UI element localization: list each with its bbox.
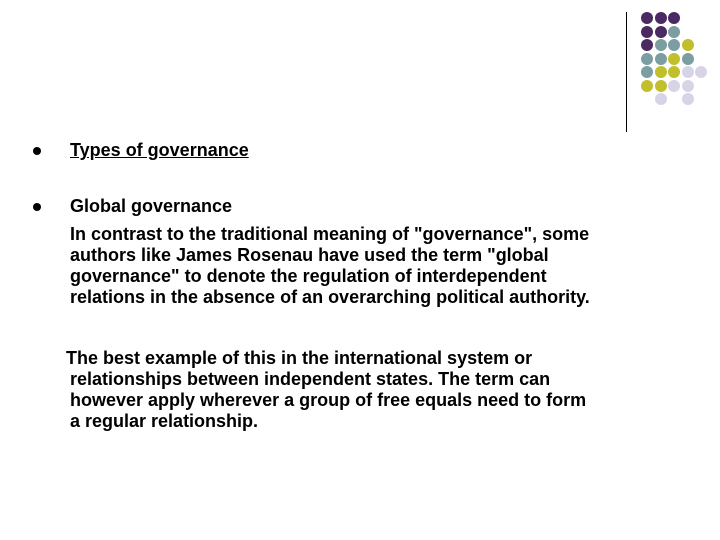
decorative-dot (641, 26, 653, 38)
paragraph-line: a regular relationship. (70, 411, 259, 431)
bullet-icon (33, 147, 41, 155)
decorative-dot (655, 93, 667, 105)
decorative-dot (655, 53, 667, 65)
decorative-dot (668, 53, 680, 65)
decorative-dot (641, 12, 653, 24)
decorative-dot (641, 53, 653, 65)
decorative-dot (682, 93, 694, 105)
decorative-dot (655, 12, 667, 24)
decorative-dot (641, 39, 653, 51)
decorative-dot (682, 80, 694, 92)
example-paragraph (66, 348, 700, 432)
paragraph-line: relationships between independent states. The term can (70, 369, 551, 389)
decorative-dot (641, 80, 653, 92)
decorative-dot (695, 66, 707, 78)
decorative-dot (655, 26, 667, 38)
bullet-icon (33, 203, 41, 211)
bullet-title: Global governance (70, 196, 233, 216)
decorative-divider-line (626, 12, 627, 132)
paragraph-line: however apply wherever a group of free equals need to form (70, 390, 587, 410)
decorative-dot (655, 66, 667, 78)
decorative-dot (655, 80, 667, 92)
section-heading: Types of governance (70, 140, 249, 160)
decorative-dot (668, 12, 680, 24)
body-line: relations in the absence of an overarching political authority. (70, 287, 590, 307)
decorative-dot (655, 39, 667, 51)
bullet-body (70, 224, 700, 308)
decorative-dot (668, 80, 680, 92)
decorative-dot (682, 39, 694, 51)
decorative-dot (682, 66, 694, 78)
decorative-dot (668, 39, 680, 51)
body-line: governance" to denote the regulation of interdependent (70, 266, 547, 286)
decorative-dot (668, 66, 680, 78)
decorative-dot (668, 26, 680, 38)
paragraph-line: The best example of this in the international system or (66, 348, 533, 368)
body-line: authors like James Rosenau have used the term "global (70, 245, 549, 265)
body-line: In contrast to the traditional meaning of "governance", some (70, 224, 590, 244)
decorative-dot (682, 53, 694, 65)
decorative-dot (641, 66, 653, 78)
